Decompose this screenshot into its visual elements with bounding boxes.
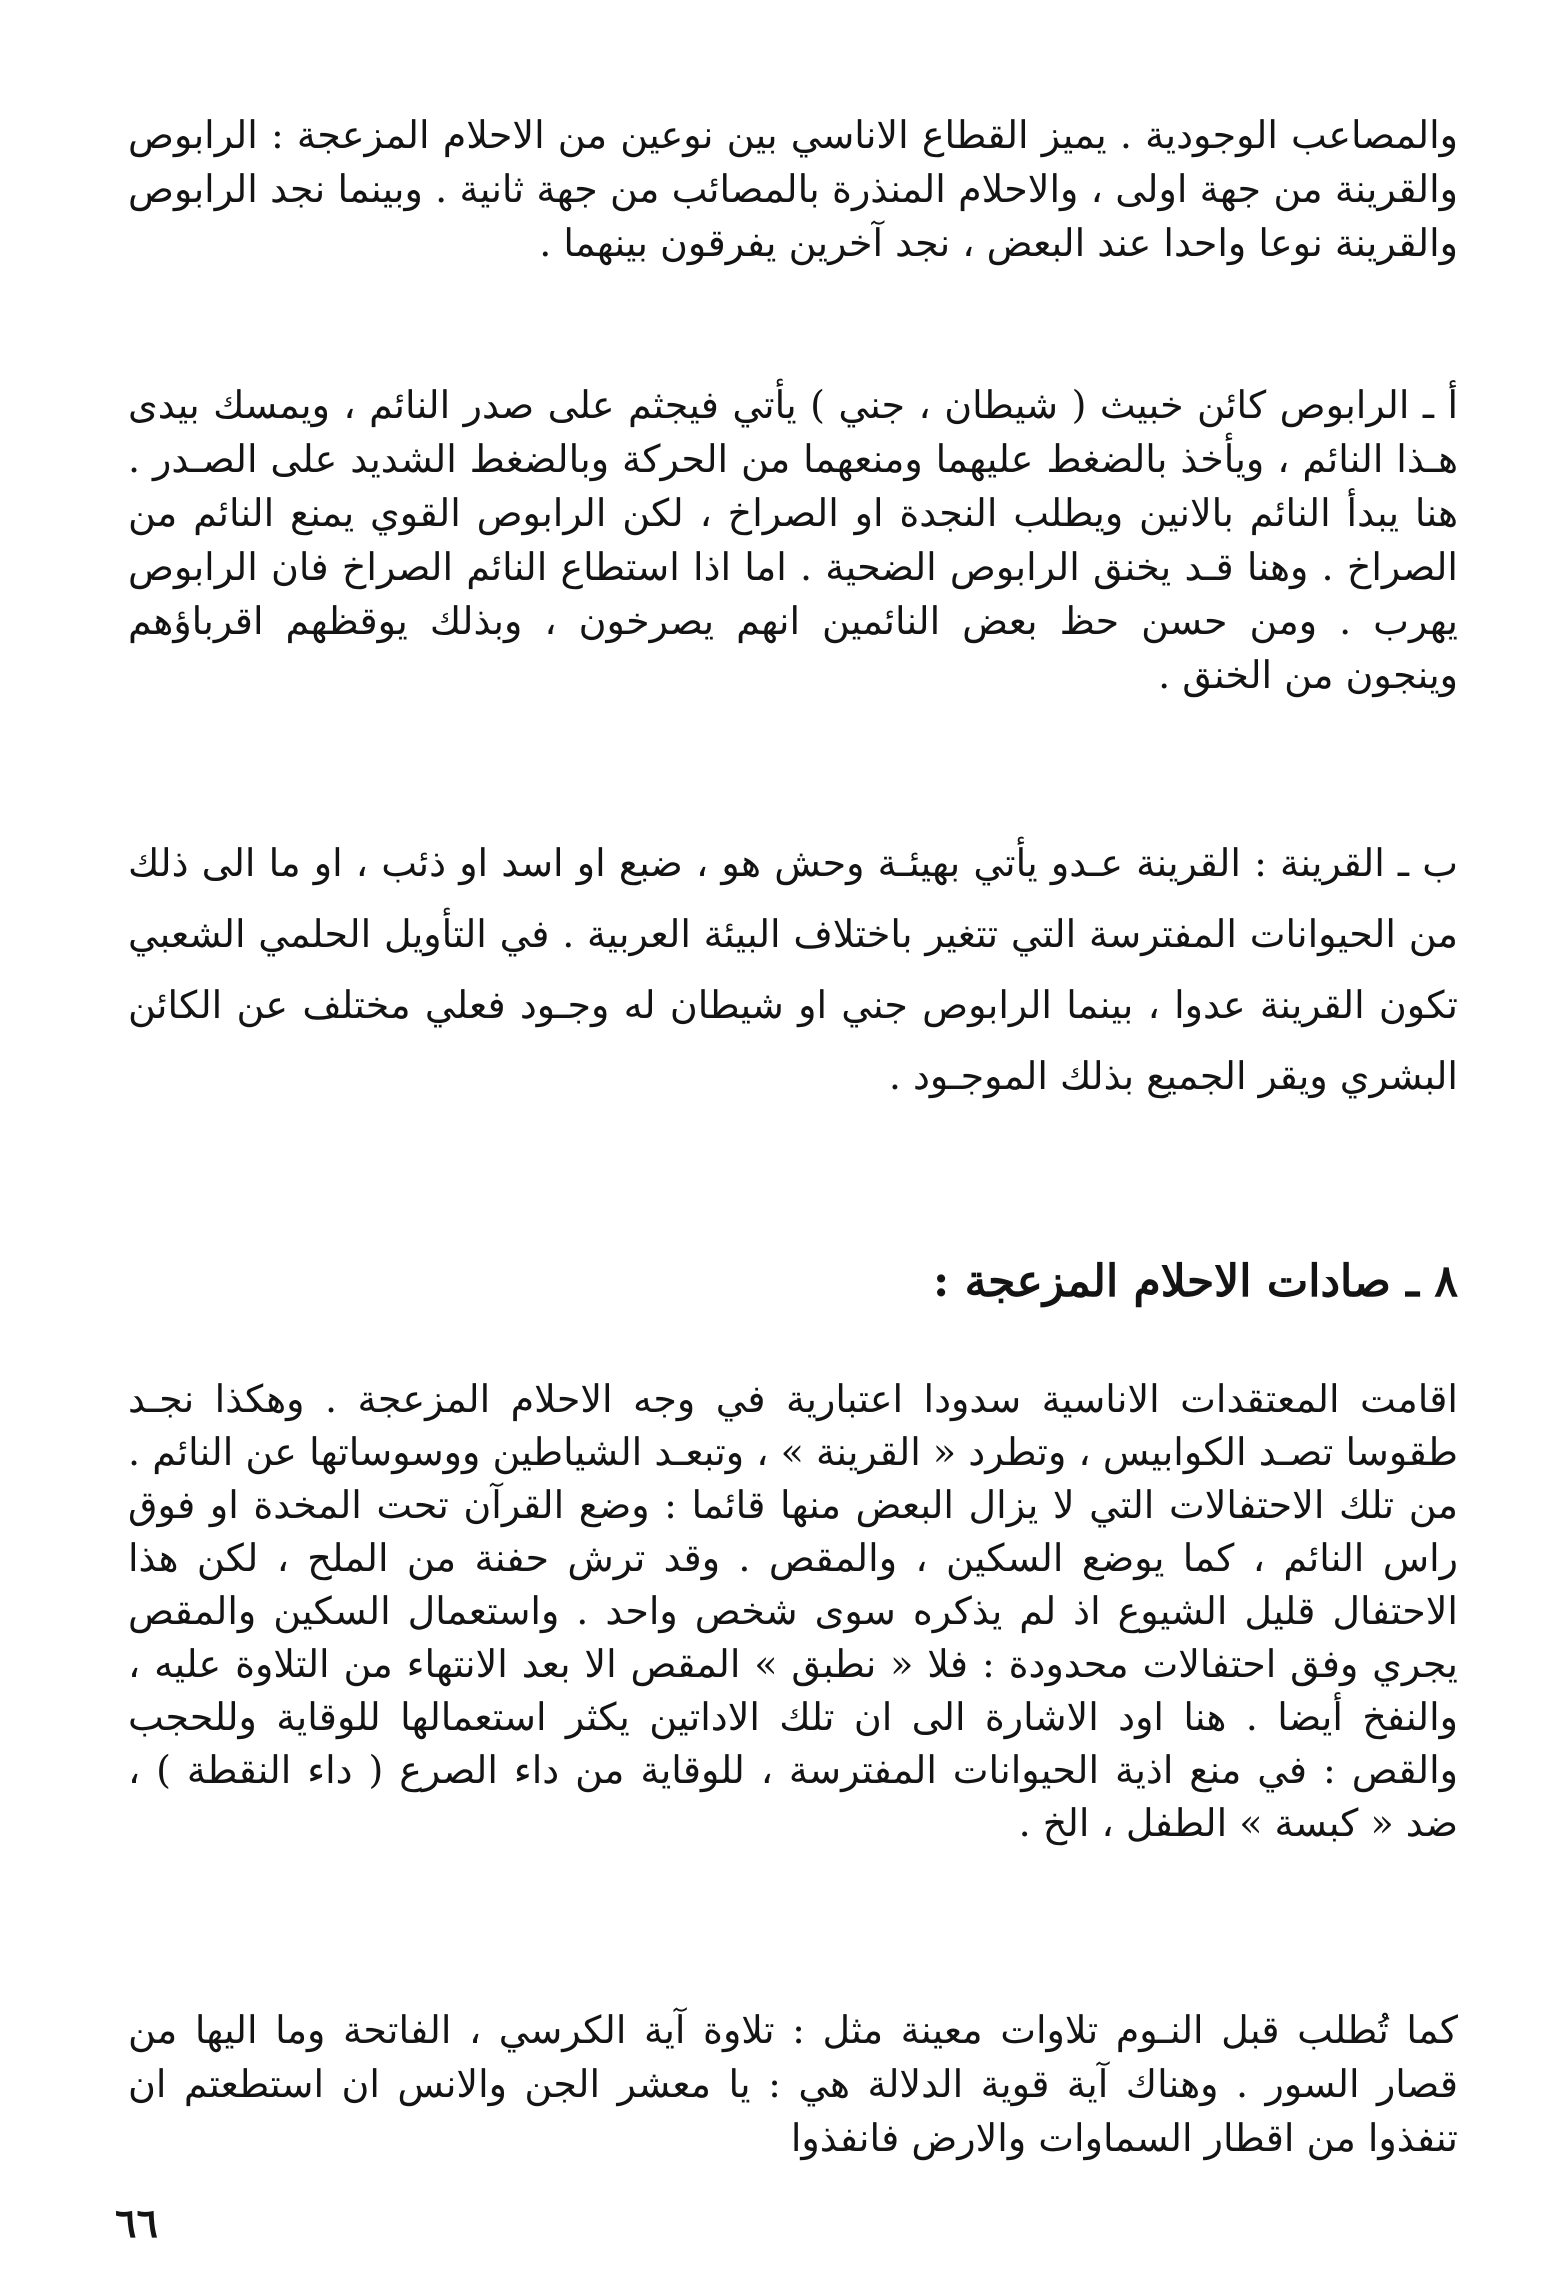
section-heading: ٨ ـ صادات الاحلام المزعجة : <box>933 1255 1458 1307</box>
page-number: ٦٦ <box>115 2200 158 2247</box>
paragraph-recitations: كما تُطلب قبل النـوم تلاوات معينة مثل : تلاوة آية الكرسي ، الفاتحة وما اليها من قصار السور . وهناك آية قوية الدلالة هي : يا معشر الجن والانس ان استطعتم ان تنفذوا من اقطار السماوات والارض فانفذوا <box>128 2008 1458 2160</box>
paragraph-barriers: اقامت المعتقدات الاناسية سدودا اعتبارية في وجه الاحلام المزعجة . وهكذا نجـد طقوسا تصـد الكوابيس ، وتطرد « القرينة » ، وتبعـد الشياطين ووسوساتها عن النائم . من تلك الاحتفالات التي لا يزال البعض منها قائما : وضع القرآن تحت المخدة او فوق راس النائم ، كما يوضع السكين ، والمقص . وقد ترش حفنة من الملح ، لكن هذا الاحتفال قليل الشيوع اذ لم يذكره سوى شخص واحد . واستعمال السكين والمقص يجري وفق احتفالات محدودة : فلا « نطبق » المقص الا بعد الانتهاء من التلاوة عليه ، والنفخ أيضا . هنا اود الاشارة الى ان تلك الاداتين يكثر استعمالها للوقاية وللحجب والقص : في منع اذية الحيوانات المفترسة ، للوقاية من داء الصرع ( داء النقطة ) ، ضد « كبسة » الطفل ، الخ . <box>128 1377 1458 1845</box>
paragraph-qarina: ب ـ القرينة : القرينة عـدو يأتي بهيئـة وحش هو ، ضبع او اسد او ذئب ، او ما الى ذلك من الحيوانات المفترسة التي تتغير باختلاف البيئة العربية . في التأويل الحلمي الشعبي تكون القرينة عدوا ، بينما الرابوص جني او شيطان له وجـود فعلي مختلف عن الكائن البشري ويقر الجميع بذلك الموجـود . <box>128 841 1458 1098</box>
paragraph-rabous: أ ـ الرابوص كائن خبيث ( شيطان ، جني ) يأتي فيجثم على صدر النائم ، ويمسك بيدى هـذا النائم ، ويأخذ بالضغط عليهما ومنعهما من الحركة وبالضغط الشديد على الصـدر . هنا يبدأ النائم بالانين ويطلب النجدة او الصراخ ، لكن الرابوص القوي يمنع النائم من الصراخ . وهنا قـد يخنق الرابوص الضحية . اما اذا استطاع النائم الصراخ فان الرابوص يهرب . ومن حسن حظ بعض النائمين انهم يصرخون ، وبذلك يوقظهم اقرباؤهم وينجون من الخنق . <box>128 383 1458 697</box>
paragraph-intro: والمصاعب الوجودية . يميز القطاع الاناسي بين نوعين من الاحلام المزعجة : الرابوص والقرينة من جهة اولى ، والاحلام المنذرة بالمصائب من جهة ثانية . وبينما نجد الرابوص والقرينة نوعا واحدا عند البعض ، نجد آخرين يفرقون بينهما . <box>128 113 1458 265</box>
